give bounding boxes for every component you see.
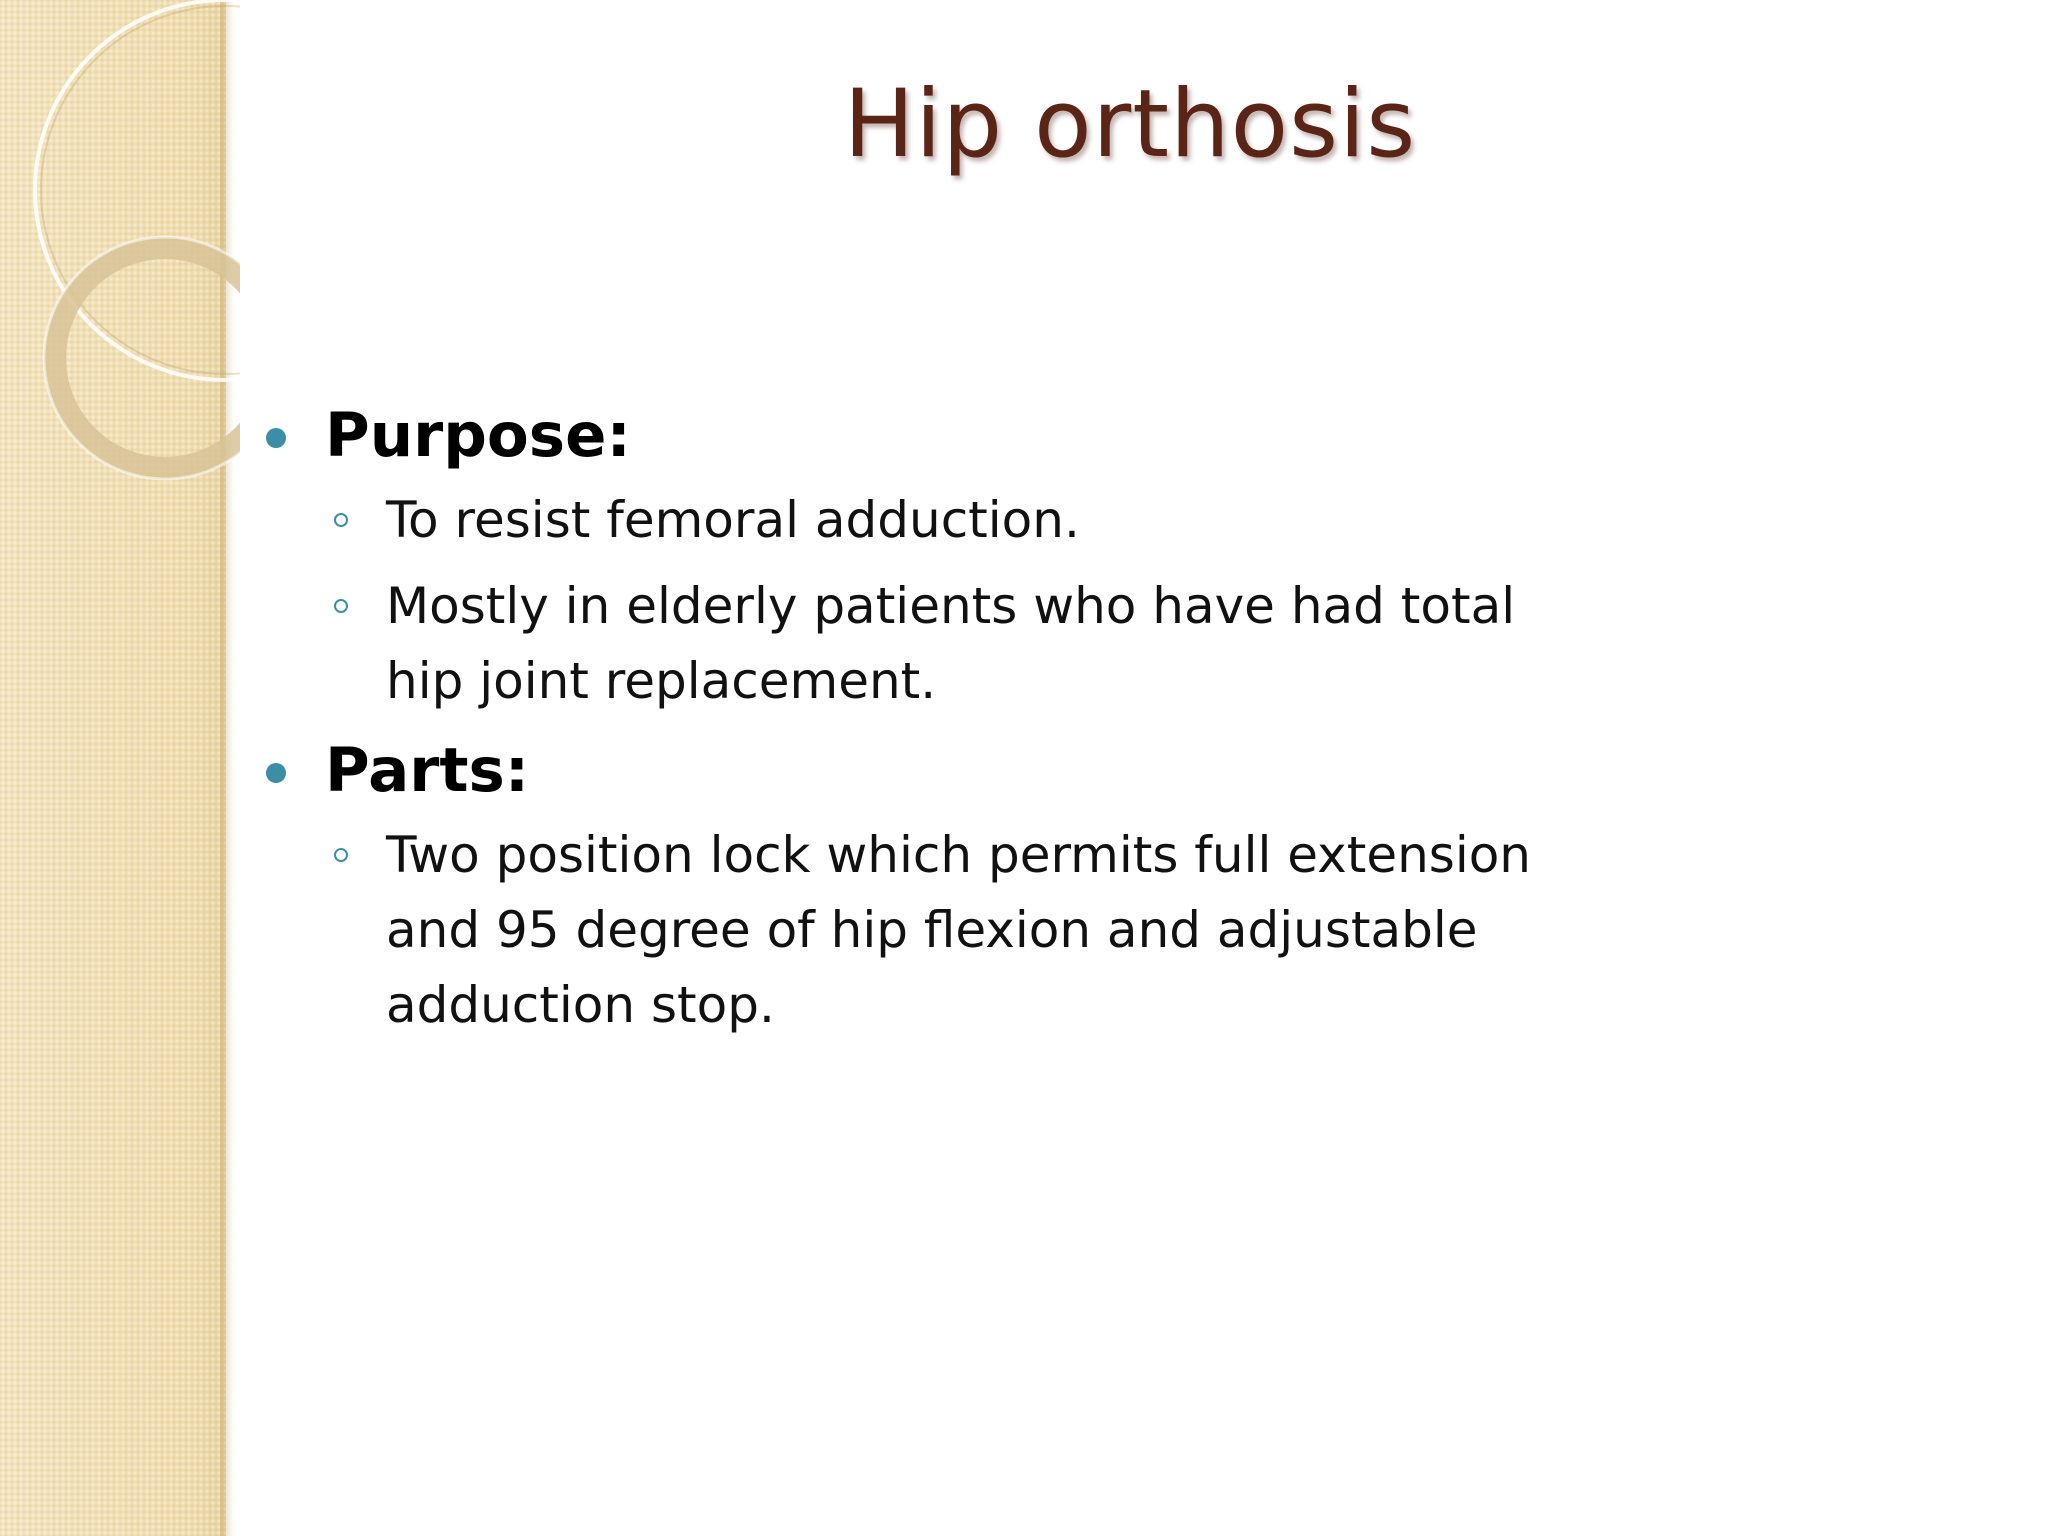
heading-text: Parts: <box>325 735 530 806</box>
filled-bullet-icon <box>266 428 286 448</box>
small-ring-highlight <box>44 237 240 479</box>
hollow-bullet-icon <box>334 513 348 527</box>
section-heading-parts <box>255 730 1655 812</box>
small-ring <box>55 248 240 468</box>
bullet-text-line: and 95 degree of hip flexion and adjustable <box>386 901 1478 959</box>
bullet-text-line: adduction stop. <box>386 976 775 1034</box>
sub-bullet-item <box>255 569 1655 719</box>
bullet-list <box>255 395 1655 1054</box>
bullet-text-line: To resist femoral adduction. <box>386 491 1080 549</box>
section-heading-purpose <box>255 395 1655 477</box>
slide-title: Hip orthosis <box>843 70 1417 179</box>
hollow-bullet-icon <box>334 599 348 613</box>
bullet-text-line: Mostly in elderly patients who have had total <box>386 577 1516 635</box>
sub-bullet-item <box>255 818 1655 1043</box>
sub-bullet-item <box>255 483 1655 558</box>
filled-bullet-icon <box>266 763 286 783</box>
decorative-rings <box>0 0 240 520</box>
bullet-text-line: hip joint replacement. <box>386 652 937 710</box>
hollow-bullet-icon <box>334 848 348 862</box>
heading-text: Purpose: <box>325 400 631 471</box>
bullet-text-line: Two position lock which permits full extension <box>386 826 1531 884</box>
